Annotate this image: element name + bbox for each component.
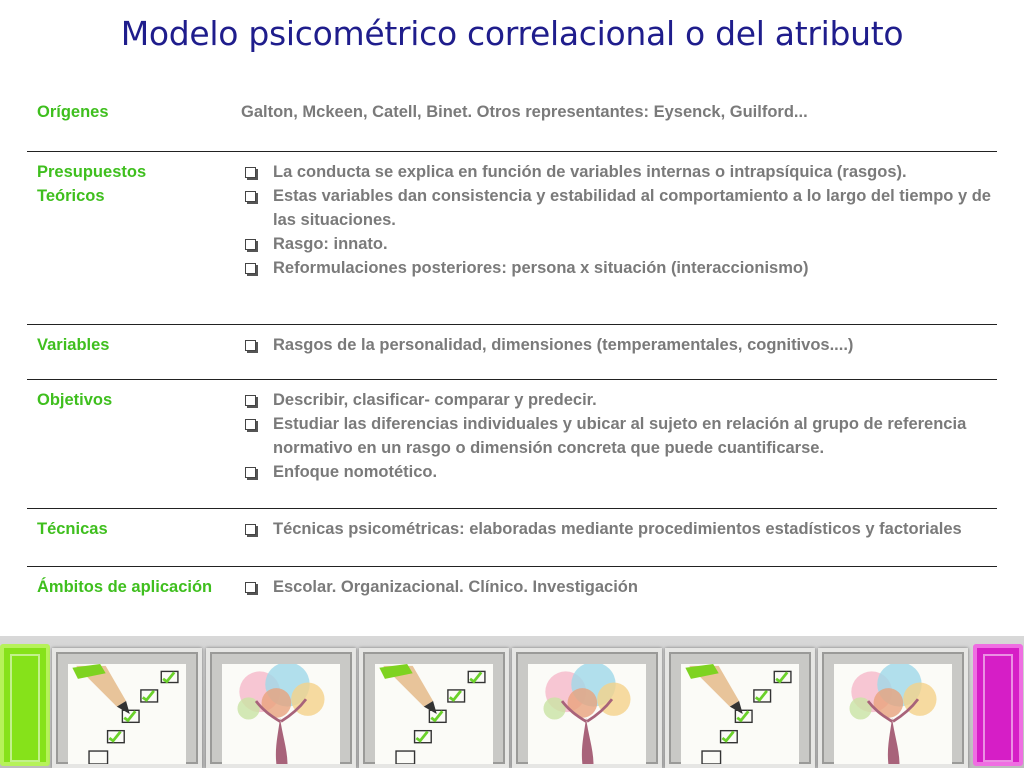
slide-title: Modelo psicométrico correlacional o del atributo (120, 14, 904, 53)
checkbox-bullet-icon (245, 582, 256, 593)
bullet-list (241, 388, 991, 484)
list-item: La conducta se explica en función de variables internas o intrapsíquica (rasgos). (241, 160, 991, 184)
row-label: Presupuestos Teóricos (37, 163, 147, 205)
list-item: Estas variables dan consistencia y estabilidad al comportamiento a lo largo del tiempo y de las situaciones. (241, 184, 991, 232)
tree-painting-image (818, 648, 968, 768)
tree-painting-image (512, 648, 662, 768)
row-label: Ámbitos de aplicación (37, 578, 213, 596)
checkbox-bullet-icon (245, 340, 256, 351)
table-row-objetivos (27, 380, 997, 509)
table-row-variables (27, 325, 997, 380)
row-body (241, 333, 991, 357)
list-item: Rasgos de la personalidad, dimensiones (temperamentales, cognitivos....) (241, 333, 991, 357)
list-item: Enfoque nomotético. (241, 460, 991, 484)
table-row-ambitos (27, 567, 997, 627)
checkbox-bullet-icon (245, 467, 256, 478)
row-body (241, 160, 991, 280)
checkbox-bullet-icon (245, 263, 256, 274)
bullet-list (241, 517, 991, 541)
table-row-presupuestos (27, 152, 997, 325)
row-body (241, 517, 991, 541)
table-row-origenes (27, 92, 997, 152)
right-pink-tab (973, 644, 1023, 766)
content-table (27, 92, 997, 627)
row-label: Técnicas (37, 520, 108, 538)
row-text: Galton, Mckeen, Catell, Binet. Otros representantes: Eysenck, Guilford... (241, 103, 808, 121)
tree-painting-image (206, 648, 356, 768)
checkbox-bullet-icon (245, 239, 256, 250)
bullet-list (241, 333, 991, 357)
list-item: Escolar. Organizacional. Clínico. Investigación (241, 575, 991, 599)
table-row-tecnicas (27, 509, 997, 567)
checkbox-bullet-icon (245, 524, 256, 535)
checkbox-bullet-icon (245, 395, 256, 406)
list-item: Reformulaciones posteriores: persona x situación (interaccionismo) (241, 256, 991, 280)
row-label: Orígenes (37, 103, 109, 121)
checklist-pencil-image (52, 648, 202, 768)
row-label: Objetivos (37, 391, 113, 409)
checkbox-bullet-icon (245, 419, 256, 430)
checklist-pencil-image (359, 648, 509, 768)
row-body (241, 388, 991, 484)
row-label: Variables (37, 336, 110, 354)
left-green-tab (0, 644, 50, 766)
list-item: Describir, clasificar- comparar y predecir. (241, 388, 991, 412)
checkbox-bullet-icon (245, 191, 256, 202)
list-item: Rasgo: innato. (241, 232, 991, 256)
row-body (241, 575, 991, 599)
checkbox-bullet-icon (245, 167, 256, 178)
bullet-list (241, 575, 991, 599)
bullet-list (241, 160, 991, 280)
checklist-pencil-image (665, 648, 815, 768)
list-item: Estudiar las diferencias individuales y ubicar al sujeto en relación al grupo de referencia normativo en un rasgo o dimensión concreta que puede cuantificarse. (241, 412, 991, 460)
list-item: Técnicas psicométricas: elaboradas mediante procedimientos estadísticos y factoriales (241, 517, 991, 541)
